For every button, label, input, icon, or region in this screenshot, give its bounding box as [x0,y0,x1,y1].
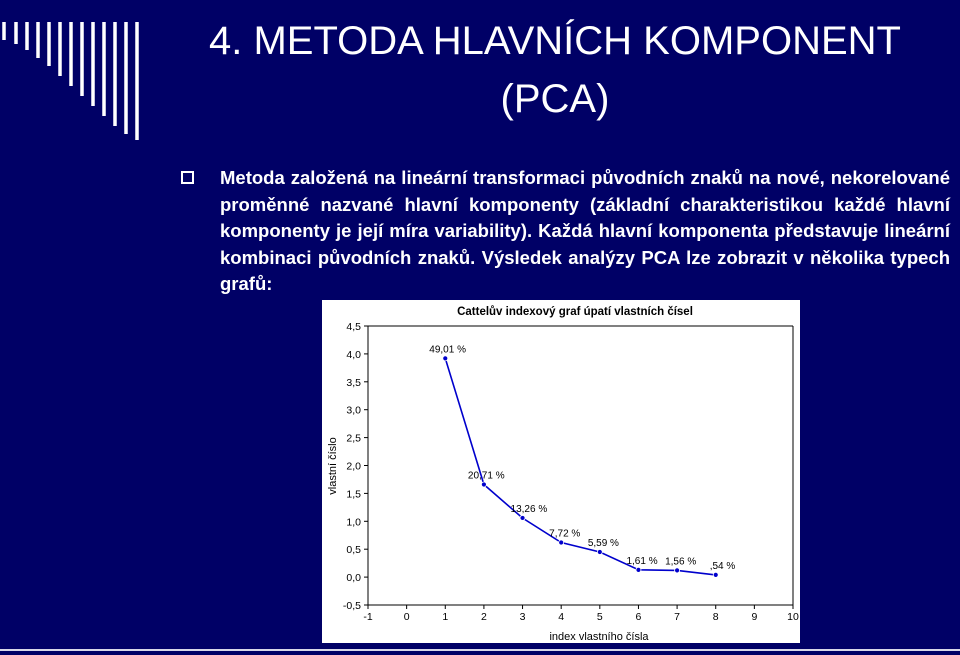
x-tick-label: 4 [558,611,565,623]
data-point [520,515,525,520]
data-point [636,567,641,572]
data-point [443,356,448,361]
y-axis-label: vlastní číslo [327,437,339,495]
title-line-1: 4. METODA HLAVNÍCH KOMPONENT [209,19,901,63]
x-tick-label: -1 [363,611,373,623]
data-label: 1,61 % [626,555,658,567]
bullet-text: Metoda založená na lineární transformaci původních znaků na nové, nekorelované proměnné nazvané hlavní komponenty (základní charakteristikou každé hlavní komponenty je její míra variability). Každá hlavní komponenta představuje lineární kombinaci původních znaků. Výsledek analýzy PCA lze zobrazit v několika typech grafů: [220,167,950,294]
data-label: 20,71 % [467,470,505,482]
x-axis-label: index vlastního čísla [549,631,649,643]
x-tick-label: 0 [403,611,410,623]
scree-plot [322,300,800,643]
x-tick-label: 5 [596,611,603,623]
title-line-2: (PCA) [500,77,610,121]
data-label: 49,01 % [429,344,466,356]
data-label: 13,26 % [510,503,548,515]
y-tick-label: 3,5 [346,376,361,389]
data-point [713,572,718,577]
x-tick-label: 1 [442,611,449,623]
x-tick-label: 3 [519,611,526,623]
y-tick-label: 2,5 [346,432,361,445]
y-tick-label: 1,5 [346,488,361,501]
data-label: 5,59 % [587,537,619,549]
data-point [481,482,486,487]
y-tick-label: 4,0 [346,348,361,361]
chart-title: Cattelův indexový graf úpatí vlastních čísel [457,306,693,318]
x-tick-label: 2 [480,611,487,623]
scree-plot-svg [322,300,800,643]
y-tick-label: 4,5 [346,321,361,333]
y-tick-label: 3,0 [346,404,361,417]
x-tick-label: 7 [674,611,681,623]
x-tick-label: 6 [635,611,642,623]
slide-title [160,12,950,128]
data-point [559,540,564,545]
y-tick-label: -0,5 [342,600,361,612]
data-point [597,549,602,554]
y-tick-label: 1,0 [346,516,361,529]
data-point [675,568,680,573]
y-tick-label: 0,0 [346,572,361,585]
data-label: 1,56 % [665,556,697,568]
y-tick-label: 2,0 [346,460,361,473]
x-tick-label: 10 [787,611,799,623]
data-label: 7,72 % [549,528,581,540]
y-tick-label: 0,5 [346,544,361,557]
x-tick-label: 8 [712,611,719,623]
x-tick-label: 9 [751,611,758,623]
series-line [445,358,715,575]
data-label: ,54 % [709,560,736,572]
decorative-stripes [0,0,150,140]
hollow-square-icon [181,171,194,184]
bottom-divider [0,649,960,651]
